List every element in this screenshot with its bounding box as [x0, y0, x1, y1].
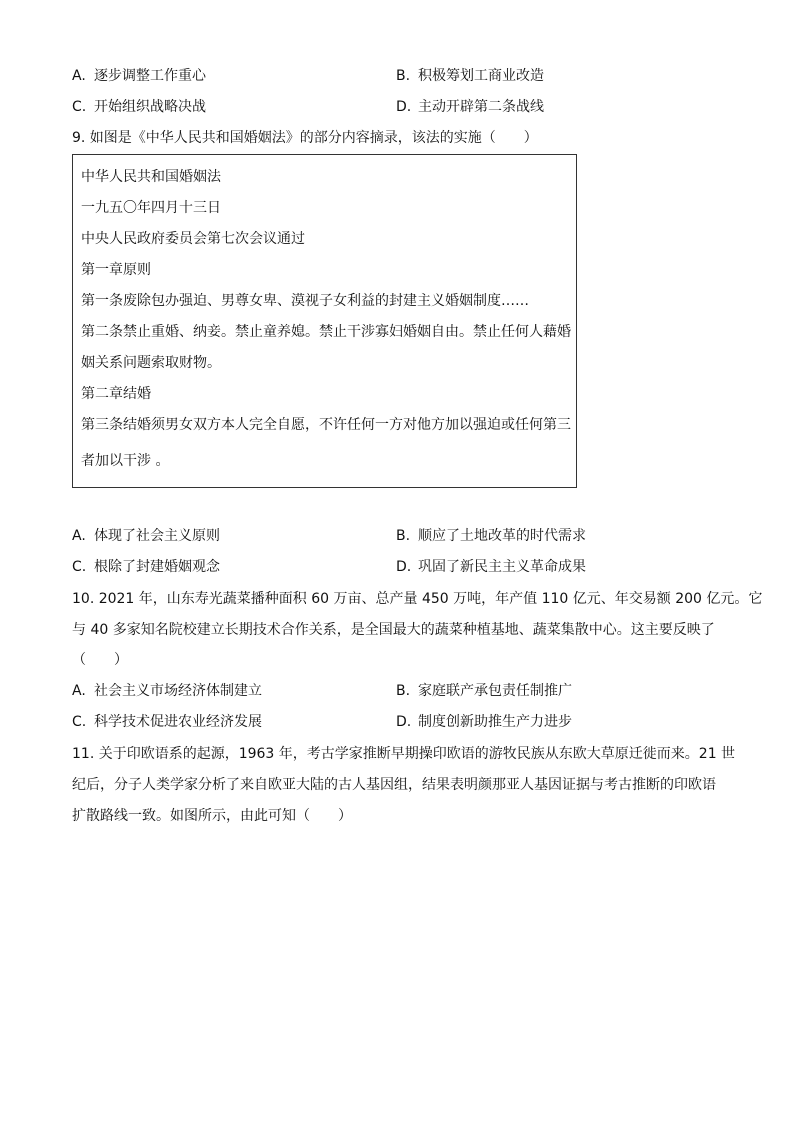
- q8-option-c: [72, 97, 206, 117]
- option-letter: D.: [396, 559, 412, 575]
- excerpt-line: 第一条废除包办强迫、男尊女卑、漠视子女利益的封建主义婚姻制度……: [81, 293, 529, 309]
- q10-option-d: [396, 712, 572, 732]
- q8-option-b: [396, 66, 544, 86]
- option-letter: C.: [72, 559, 87, 575]
- option-text: 家庭联产承包责任制推广: [418, 683, 572, 699]
- q10-stem-line: 10. 2021 年，山东寿光蔬菜播种面积 60 万亩、总产量 450 万吨，年产值 110 亿元、年交易额 200 亿元。它: [72, 591, 763, 607]
- q9-option-d: [396, 557, 586, 577]
- q9-option-a: [72, 526, 220, 546]
- option-text: 开始组织战略决战: [94, 99, 206, 115]
- q10-option-a: [72, 681, 262, 701]
- q9-stem: 9. 如图是《中华人民共和国婚姻法》的部分内容摘录，该法的实施（ ）: [72, 130, 538, 146]
- q10-option-b: [396, 681, 572, 701]
- option-letter: B.: [396, 68, 411, 84]
- excerpt-line: 第二章结婚: [81, 386, 151, 402]
- option-letter: B.: [396, 683, 411, 699]
- option-letter: C.: [72, 714, 87, 730]
- q9-option-b: [396, 526, 586, 546]
- option-letter: D.: [396, 714, 412, 730]
- option-text: 巩固了新民主主义革命成果: [418, 559, 586, 575]
- excerpt-line: 第三条结婚须男女双方本人完全自愿，不许任何一方对他方加以强迫或任何第三: [81, 417, 571, 433]
- excerpt-line: 第二条禁止重婚、纳妾。禁止童养媳。禁止干涉寡妇婚姻自由。禁止任何人藉婚: [81, 324, 571, 340]
- option-text: 积极筹划工商业改造: [418, 68, 544, 84]
- q8-option-d: [396, 97, 544, 117]
- marriage-law-excerpt-box: [72, 154, 577, 488]
- q11-stem-line: 11. 关于印欧语系的起源，1963 年，考古学家推断早期操印欧语的游牧民族从东欧大草原迁徙而来。21 世: [72, 746, 736, 762]
- q9-option-c: [72, 557, 220, 577]
- q8-option-a: [72, 66, 206, 86]
- option-text: 主动开辟第二条战线: [418, 99, 544, 115]
- option-text: 社会主义市场经济体制建立: [94, 683, 262, 699]
- excerpt-line: 姻关系问题索取财物。: [81, 355, 221, 371]
- excerpt-line: 中华人民共和国婚姻法: [81, 169, 221, 185]
- q10-option-c: [72, 712, 262, 732]
- option-letter: A.: [72, 683, 86, 699]
- option-letter: A.: [72, 528, 86, 544]
- excerpt-line: 一九五〇年四月十三日: [81, 200, 221, 216]
- excerpt-line: 者加以干涉 。: [81, 453, 170, 469]
- q11-stem-line: 扩散路线一致。如图所示，由此可知（ ）: [72, 808, 352, 824]
- option-letter: B.: [396, 528, 411, 544]
- q10-stem-line: （ ）: [72, 652, 128, 668]
- excerpt-line: 第一章原则: [81, 262, 151, 278]
- q10-stem-line: 与 40 多家知名院校建立长期技术合作关系，是全国最大的蔬菜种植基地、蔬菜集散中心。这主要反映了: [72, 622, 715, 638]
- option-letter: A.: [72, 68, 86, 84]
- option-text: 制度创新助推生产力进步: [418, 714, 572, 730]
- option-text: 逐步调整工作重心: [94, 68, 206, 84]
- option-text: 根除了封建婚姻观念: [94, 559, 220, 575]
- option-letter: D.: [396, 99, 412, 115]
- option-text: 科学技术促进农业经济发展: [94, 714, 262, 730]
- excerpt-line: 中央人民政府委员会第七次会议通过: [81, 231, 305, 247]
- option-text: 顺应了土地改革的时代需求: [418, 528, 586, 544]
- option-text: 体现了社会主义原则: [94, 528, 220, 544]
- option-letter: C.: [72, 99, 87, 115]
- q11-stem-line: 纪后，分子人类学家分析了来自欧亚大陆的古人基因组，结果表明颜那亚人基因证据与考古推断的印欧语: [72, 777, 716, 793]
